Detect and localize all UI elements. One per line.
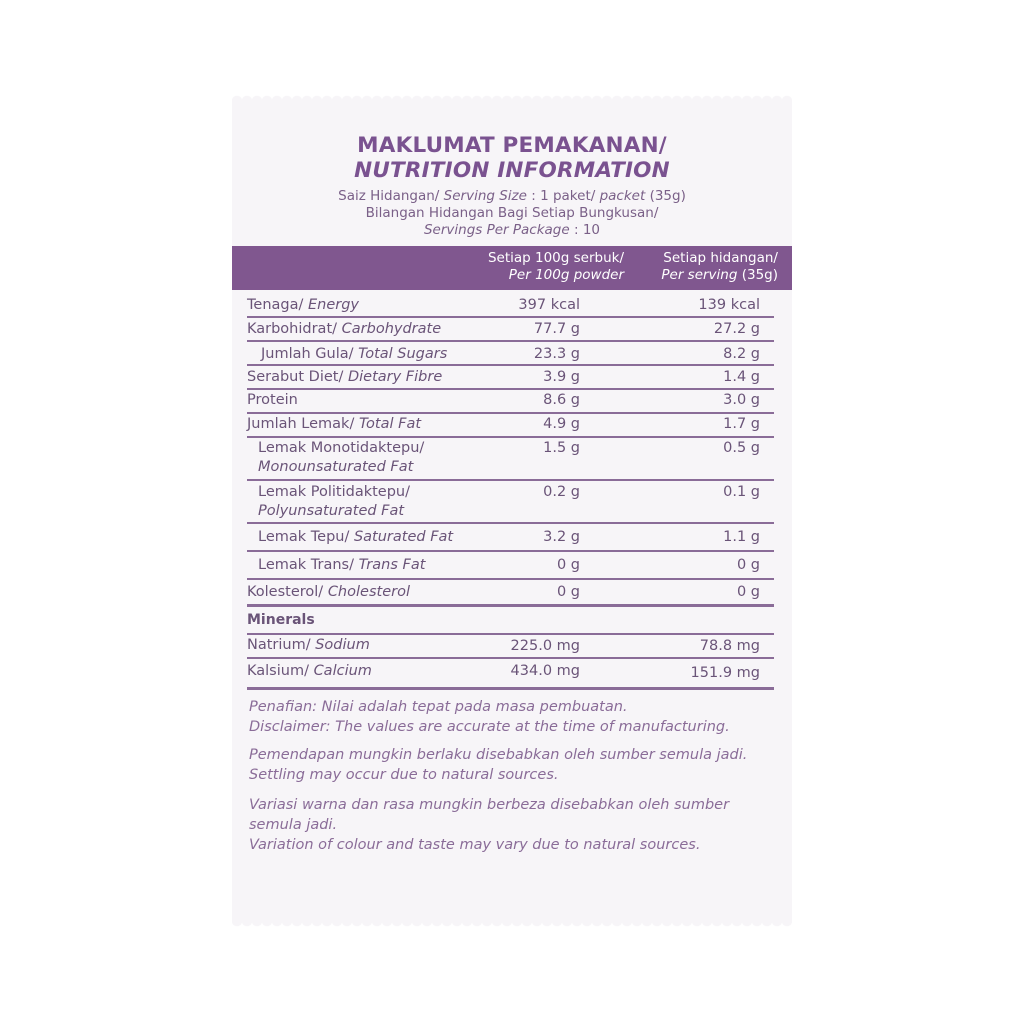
column-header-serving-amount: (35g) [741,267,778,283]
value-per-serving: 0 g [736,557,760,573]
row-label [247,368,442,387]
value-per-serving: 139 kcal [698,297,760,313]
row-label [247,583,410,602]
variation-ms-line2: semula jadi. [249,817,338,833]
value-per-serving: 151.9 mg [690,665,760,681]
variation-en: Variation of colour and taste may vary due to natural sources. [249,837,701,853]
table-row [247,366,774,390]
row-label [247,636,370,655]
title-malay: MAKLUMAT PEMAKANAN/ [357,133,667,158]
row-label-en: Monounsaturated Fat [258,459,414,475]
row-label [247,415,421,434]
row-label [247,662,372,681]
serving-size-en: Serving Size [443,188,527,204]
value-per100: 397 kcal [518,297,580,313]
table-row [247,438,774,481]
value-per-serving: 0.5 g [723,440,760,456]
value-per100: 3.9 g [543,369,580,385]
row-label-ms: Kalsium/ [247,663,309,679]
value-per100: 23.3 g [533,346,580,362]
minerals-heading-row [247,607,774,635]
row-label [258,556,425,575]
row-label-en: Polyunsaturated Fat [258,503,405,519]
value-per-serving: 8.2 g [723,346,760,362]
servings-per-package-ms: Bilangan Hidangan Bagi Setiap Bungkusan/ [365,205,659,221]
value-per100: 0 g [556,557,580,573]
value-per-serving: 0.1 g [723,484,760,500]
disclaimer-en: Disclaimer: The values are accurate at the time of manufacturing. [249,719,730,735]
value-per-serving: 78.8 mg [699,638,760,654]
servings-per-package-line [232,222,792,238]
row-label-ms: Lemak Trans/ [258,557,354,573]
row-label-ms: Tenaga/ [247,297,304,313]
value-per100: 0 g [556,584,580,600]
table-row [247,390,774,414]
column-header-per100-ms: Setiap 100g serbuk/ [487,250,624,266]
column-header-per100 [488,250,624,284]
row-label-en: Sodium [315,637,370,653]
row-label-ms: Lemak Monotidaktepu/ [258,440,425,456]
title-english: NUTRITION INFORMATION [354,158,670,183]
row-label-en: Carbohydrate [341,321,442,337]
variation-ms-line1: Variasi warna dan rasa mungkin berbeza disebabkan oleh sumber [249,797,730,813]
row-label [261,345,447,364]
row-label-ms: Serabut Diet/ [247,369,344,385]
row-label-ms: Lemak Tepu/ [258,529,350,545]
row-label-ms: Jumlah Lemak/ [247,416,355,432]
value-per100: 8.6 g [543,392,580,408]
column-header-serving [661,250,778,284]
table-row [247,635,774,659]
row-label-en: Total Sugars [358,346,448,362]
table-row [247,524,774,552]
table-row [247,659,774,690]
row-label-ms: Karbohidrat/ [247,321,338,337]
serving-size-unit-en: packet [599,188,646,204]
row-label-en: Total Fat [358,416,422,432]
table-row [247,318,774,342]
row-label-en: Energy [307,297,360,313]
value-per-serving: 27.2 g [713,321,760,337]
row-label-ms: Protein [247,392,298,408]
row-label [247,391,298,410]
row-label-ms: Jumlah Gula/ [261,346,354,362]
minerals-heading: Minerals [247,612,315,628]
value-per100: 434.0 mg [510,663,580,679]
row-label-en: Calcium [313,663,372,679]
column-header-serving-en-line [661,267,778,284]
table-row [247,481,774,524]
table-header-bar [232,246,792,290]
row-label [247,320,441,339]
nutrition-label-panel [232,100,792,922]
value-per-serving: 1.1 g [723,529,760,545]
table-row [247,552,774,580]
row-label-ms: Kolesterol/ [247,584,324,600]
row-label-en: Trans Fat [358,557,426,573]
disclaimer-ms: Penafian: Nilai adalah tepat pada masa pembuatan. [249,699,628,715]
value-per-serving: 1.4 g [723,369,760,385]
value-per100: 0.2 g [543,484,580,500]
table-row [247,580,774,607]
servings-per-package-en: Servings Per Package [423,222,570,238]
row-label [258,528,453,547]
row-label-en: Dietary Fibre [347,369,443,385]
value-per-serving: 0 g [736,584,760,600]
serving-size-mid: : 1 paket/ [531,188,596,204]
serving-size-value: (35g) [649,188,686,204]
row-label-en: Cholesterol [327,584,410,600]
column-header-serving-ms: Setiap hidangan/ [663,250,778,266]
settling-en: Settling may occur due to natural sources. [249,767,559,783]
value-per100: 4.9 g [543,416,580,432]
serving-size-ms: Saiz Hidangan/ [338,188,440,204]
row-label-ms: Lemak Politidaktepu/ [258,484,411,500]
servings-per-package-value: : 10 [573,222,601,238]
row-label [247,296,359,315]
serving-size-line [232,188,792,204]
value-per100: 225.0 mg [510,638,580,654]
table-row [247,342,774,366]
column-header-per100-en: Per 100g powder [508,267,624,283]
table-row [247,414,774,438]
settling-ms: Pemendapan mungkin berlaku disebabkan oleh sumber semula jadi. [249,747,748,763]
row-label-en: Saturated Fat [353,529,454,545]
column-header-serving-en: Per serving [661,267,738,283]
table-row [247,294,774,318]
row-label-ms: Natrium/ [247,637,311,653]
value-per100: 1.5 g [543,440,580,456]
value-per100: 77.7 g [533,321,580,337]
value-per100: 3.2 g [543,529,580,545]
value-per-serving: 3.0 g [723,392,760,408]
value-per-serving: 1.7 g [723,416,760,432]
